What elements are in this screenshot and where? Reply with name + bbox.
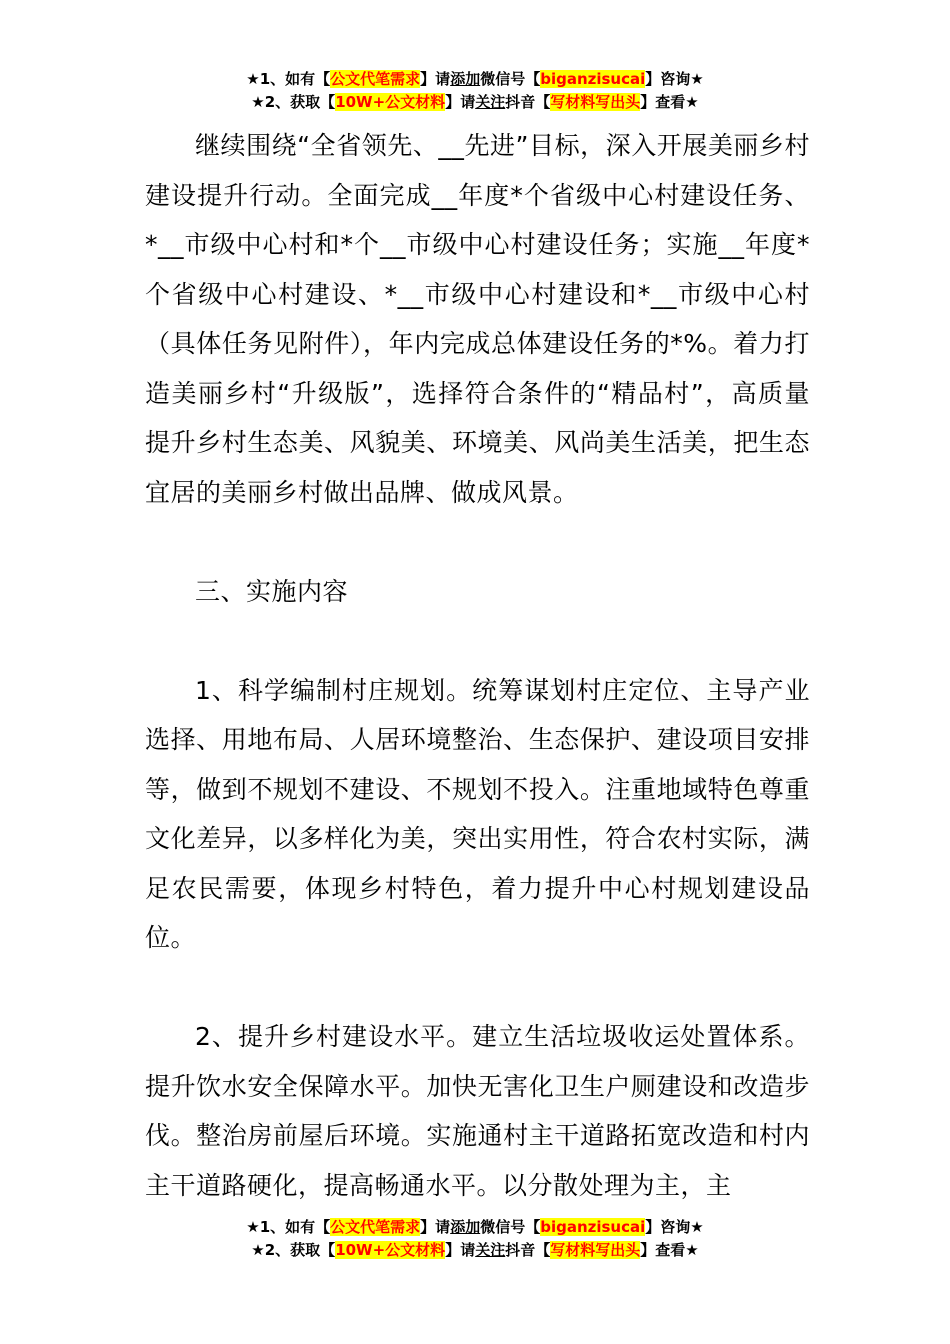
banner-highlight: biganzisucai: [540, 1218, 646, 1236]
section-heading: 三、实施内容: [195, 576, 349, 606]
banner-emphasis: 添加: [450, 1218, 481, 1236]
banner-text: 】请: [420, 70, 451, 88]
banner-highlight: 10W+公文材料: [335, 93, 446, 111]
banner-text: 】请: [420, 1218, 451, 1236]
banner-line-1: [0, 68, 950, 91]
banner-text: 】咨询★: [645, 70, 704, 88]
banner-line-1: [0, 1216, 950, 1239]
banner-text: 微信号【: [480, 70, 541, 88]
banner-highlight: 10W+公文材料: [335, 1241, 446, 1259]
banner-text: ★2、获取【: [251, 93, 336, 111]
banner-line-2: [0, 91, 950, 114]
banner-highlight: 写材料写出头: [550, 93, 641, 111]
banner-line-2: [0, 1239, 950, 1262]
banner-emphasis: 添加: [450, 70, 481, 88]
banner-highlight: 写材料写出头: [550, 1241, 641, 1259]
paragraph-planning: 1、科学编制村庄规划。统筹谋划村庄定位、主导产业选择、用地布局、人居环境整治、生态保护、建设项目安排等，做到不规划不建设、不规划不投入。注重地域特色尊重文化差异，以多样化为美，突出实用性，符合农村实际，满足农民需要，体现乡村特色，着力提升中心村规划建设品位。: [145, 675, 810, 952]
document-body: [145, 121, 810, 1210]
banner-highlight: 公文代笔需求: [330, 70, 421, 88]
banner-text: 】咨询★: [645, 1218, 704, 1236]
banner-text: 】查看★: [640, 93, 699, 111]
banner-text: ★1、如有【: [246, 1218, 331, 1236]
paragraph-construction: 2、提升乡村建设水平。建立生活垃圾收运处置体系。提升饮水安全保障水平。加快无害化卫生户厕建设和改造步伐。整治房前屋后环境。实施通村主干道路拓宽改造和村内主干道路硬化，提高畅通水平。以分散处理为主，主: [145, 1022, 810, 1200]
banner-highlight: biganzisucai: [540, 70, 646, 88]
paragraph-goal: 继续围绕“全省领先、__先进”目标，深入开展美丽乡村建设提升行动。全面完成__年度*个省级中心村建设任务、*__市级中心村和*个__市级中心村建设任务；实施__年度*个省级中心村建设、*__市级中心村建设和*__市级中心村（具体任务见附件），年内完成总体建设任务的*%。着力打造美丽乡村“升级版”，选择符合条件的“精品村”，高质量提升乡村生态美、风貌美、环境美、风尚美生活美，把生态宜居的美丽乡村做出品牌、做成风景。: [145, 131, 810, 507]
banner-text: 抖音【: [505, 93, 551, 111]
banner-text: 微信号【: [480, 1218, 541, 1236]
header-banner: [0, 68, 950, 114]
banner-emphasis: 关注: [475, 1241, 506, 1259]
banner-text: ★2、获取【: [251, 1241, 336, 1259]
banner-text: 】请: [445, 93, 476, 111]
banner-text: ★1、如有【: [246, 70, 331, 88]
banner-text: 抖音【: [505, 1241, 551, 1259]
banner-highlight: 公文代笔需求: [330, 1218, 421, 1236]
banner-emphasis: 关注: [475, 93, 506, 111]
banner-text: 】查看★: [640, 1241, 699, 1259]
footer-banner: [0, 1216, 950, 1262]
banner-text: 】请: [445, 1241, 476, 1259]
